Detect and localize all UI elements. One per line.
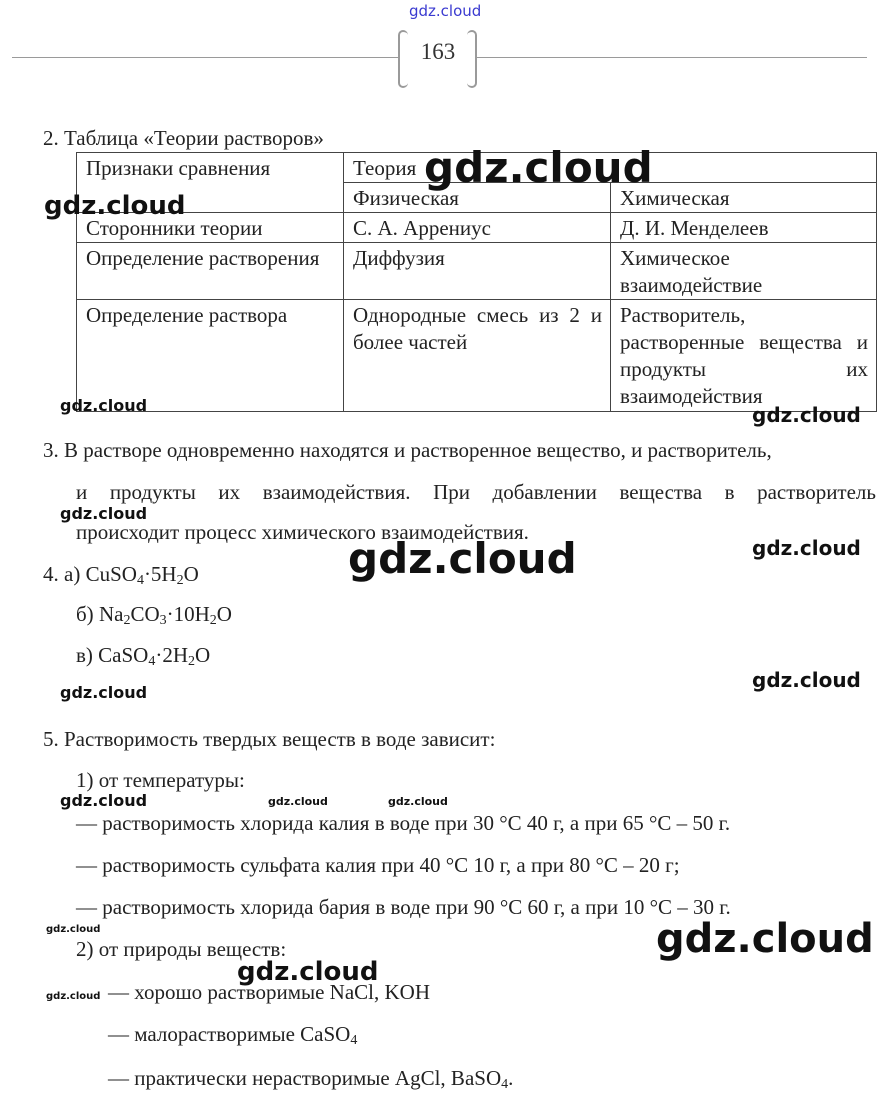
- table-header-criteria: Признаки сравнения: [77, 153, 344, 213]
- table-cell-chemical: Химическое взаимодействие: [611, 243, 877, 300]
- q5-item-2: 2) от природы веществ:: [76, 937, 287, 961]
- watermark: gdz.cloud: [60, 396, 148, 415]
- q4-item-a: [43, 561, 199, 587]
- watermark: gdz.cloud: [752, 668, 861, 692]
- q5-nature-line-3: — практически нерастворимые AgCl, BaSO$_4$.: [108, 1066, 514, 1092]
- q4-label-c: в): [76, 643, 93, 667]
- formula-caso4: $CaSO_4\cdot 2H_2O$: [98, 643, 211, 669]
- watermark: gdz.cloud: [46, 991, 101, 1002]
- table-row: [77, 213, 877, 243]
- table-cell-physical: Диффузия: [344, 243, 611, 300]
- page-number-bracket-right: [467, 30, 477, 88]
- watermark: gdz.cloud: [752, 403, 861, 427]
- formula-cuso4: $CuSO_4\cdot 5H_2O$: [85, 562, 199, 588]
- q2-title: 2. Таблица «Теории растворов»: [43, 126, 324, 150]
- table-header-chemical: Химическая: [611, 183, 877, 213]
- watermark: gdz.cloud: [348, 534, 577, 583]
- watermark: gdz.cloud: [237, 957, 379, 987]
- q4-label-b: б): [76, 602, 94, 626]
- q5-temp-line-1: — растворимость хлорида калия в воде при 30 °C 40 г, а при 65 °C – 50 г.: [76, 811, 731, 835]
- header-watermark: gdz.cloud: [409, 2, 482, 20]
- table-row: [77, 300, 877, 412]
- q3-line-2: и продукты их взаимодействия. При добавлении вещества в растворитель: [76, 480, 876, 504]
- q4-item-c: [76, 642, 210, 668]
- watermark: gdz.cloud: [656, 916, 874, 962]
- q5-temp-line-2: — растворимость сульфата калия при 40 °C 10 г, а при 80 °C – 20 г;: [76, 853, 680, 877]
- table-cell-label: Определение растворения: [77, 243, 344, 300]
- q3-line-3: происходит процесс химического взаимодействия.: [76, 520, 529, 544]
- table-cell-label: Сторонники теории: [77, 213, 344, 243]
- table-row: [77, 243, 877, 300]
- watermark: gdz.cloud: [60, 791, 148, 810]
- q5-nature-line-2: — малорастворимые CaSO$_4$: [108, 1022, 358, 1048]
- q3-line-1: 3. В растворе одновременно находятся и растворенное вещество, и растворитель,: [43, 438, 772, 462]
- table-cell-chemical: Растворитель, растворенные вещества и продукты их взаимодействия: [611, 300, 877, 412]
- watermark: gdz.cloud: [60, 683, 148, 702]
- watermark: gdz.cloud: [388, 795, 448, 808]
- watermark: gdz.cloud: [752, 536, 861, 560]
- watermark: gdz.cloud: [424, 143, 653, 192]
- table-header-physical: Физическая: [344, 183, 611, 213]
- table-header-theory: Теория: [344, 153, 877, 183]
- watermark: gdz.cloud: [46, 924, 101, 935]
- watermark: gdz.cloud: [268, 795, 328, 808]
- watermark: gdz.cloud: [60, 504, 148, 523]
- table-cell-physical: С. А. Аррениус: [344, 213, 611, 243]
- header-rule-left: [12, 57, 399, 58]
- q5-item-1: 1) от температуры:: [76, 768, 245, 792]
- watermark: gdz.cloud: [44, 191, 186, 221]
- header-rule-right: [477, 57, 867, 58]
- formula-na2co3: $Na_2CO_3\cdot 10H_2O$: [98, 602, 232, 628]
- q5-title: 5. Растворимость твердых веществ в воде зависит:: [43, 727, 496, 751]
- q4-item-b: [76, 601, 232, 627]
- table-cell-physical: Однородные смесь из 2 и более частей: [344, 300, 611, 412]
- table-cell-label: Определение раствора: [77, 300, 344, 412]
- page-number: 163: [420, 39, 456, 64]
- page-number-bracket-left: [398, 30, 408, 88]
- q4-label-a: 4. а): [43, 562, 81, 586]
- q5-nature-line-1: — хорошо растворимые NaCl, KOH: [108, 980, 430, 1004]
- q5-temp-line-3: — растворимость хлорида бария в воде при 90 °C 60 г, а при 10 °C – 30 г.: [76, 895, 731, 919]
- table-cell-chemical: Д. И. Менделеев: [611, 213, 877, 243]
